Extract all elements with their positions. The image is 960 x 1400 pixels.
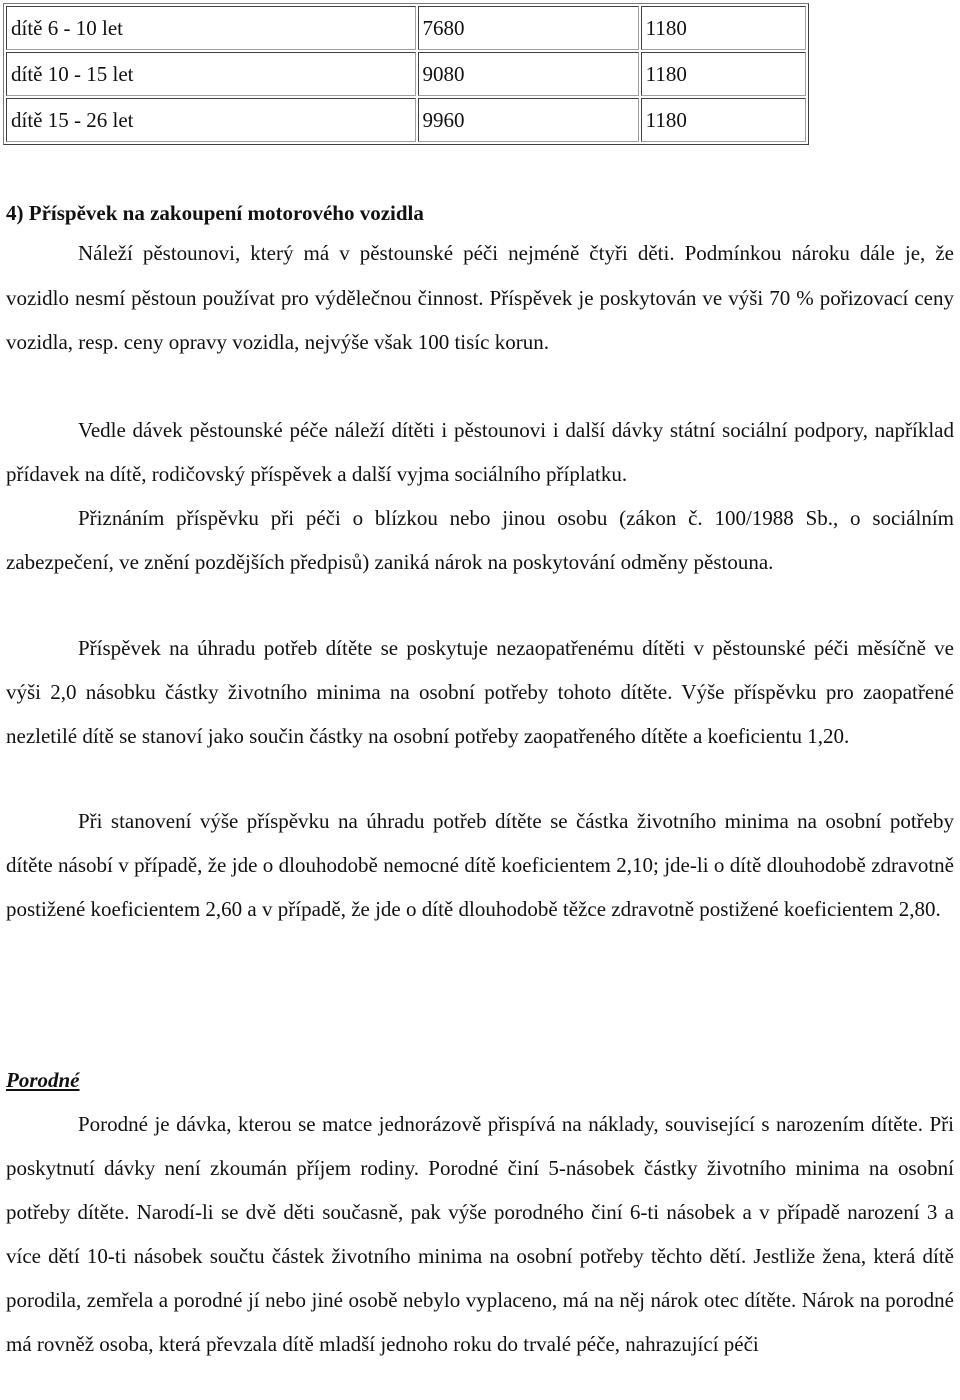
table-cell-amount: 1180 [641,52,806,96]
paragraph: Příspěvek na úhradu potřeb dítěte se poskytuje nezaopatřenému dítěti v pěstounské péči měsíčně ve výši 2,0 násobku částky životního minima na osobní potřeby tohoto dítěte. Výše příspěvku pro zaopatřené nezletilé dítě se stanoví jako součin částky na osobní potřeby zaopatřeného dítěte a koeficientu 1,20. [6,636,954,748]
paragraph: Porodné je dávka, kterou se matce jednorázově přispívá na náklady, související s narozením dítěte. Při poskytnutí dávky není zkoumán příjem rodiny. Porodné činí 5-násobek částky životního minima na osobní potřeby dítěte. Narodí-li se dvě děti současně, pak výše porodného činí 6-ti násobek a v případě narození 3 a více dětí 10-ti násobek součtu částek životního minima na osobní potřeby těchto dětí. Jestliže žena, která dítě porodila, zemřela a porodné jí nebo jiné osobě nebylo vyplaceno, má na něj nárok otec dítěte. Nárok na porodné má rovněž osoba, která převzala dítě mladší jednoho roku do trvalé péče, nahrazující péči [6,1112,954,1356]
table-cell-category: dítě 6 - 10 let [6,6,416,50]
paragraph: Při stanovení výše příspěvku na úhradu potřeb dítěte se částka životního minima na osobní potřeby dítěte násobí v případě, že jde o dlouhodobě nemocné dítě koeficientem 2,10; jde-li o dítě dlouhodobě zdravotně postižené koeficientem 2,60 a v případě, že jde o dítě dlouhodobě těžce zdravotně postižené koeficientem 2,80. [6,809,954,921]
table-cell-category: dítě 15 - 26 let [6,98,416,142]
paragraph: Vedle dávek pěstounské péče náleží dítěti i pěstounovi i další dávky státní sociální podpory, například přídavek na dítě, rodičovský příspěvek a další vyjma sociálního příplatku. [6,418,954,486]
paragraph: Náleží pěstounovi, který má v pěstounské péči nejméně čtyři děti. Podmínkou nároku dále je, že vozidlo nesmí pěstoun používat pro výdělečnou činnost. Příspěvek je poskytován ve výši 70 % pořizovací ceny vozidla, resp. ceny opravy vozidla, nejvýše však 100 tisíc korun. [6,241,954,354]
table-cell-amount: 9960 [418,98,639,142]
section-heading: 4) Příspěvek na zakoupení motorového vozidla [6,201,424,225]
table-cell-amount: 9080 [418,52,639,96]
table-row [6,98,806,142]
paragraph: Přiznáním příspěvku při péči o blízkou nebo jinou osobu (zákon č. 100/1988 Sb., o sociálním zabezpečení, ve znění pozdějších předpisů) zaniká nárok na poskytování odměny pěstouna. [6,506,954,574]
table-cell-category: dítě 10 - 15 let [6,52,416,96]
benefit-table [3,3,809,145]
section-title: Porodné [6,1068,80,1092]
table-row [6,6,806,50]
table-cell-amount: 1180 [641,98,806,142]
table-cell-amount: 7680 [418,6,639,50]
table-cell-amount: 1180 [641,6,806,50]
table-row [6,52,806,96]
